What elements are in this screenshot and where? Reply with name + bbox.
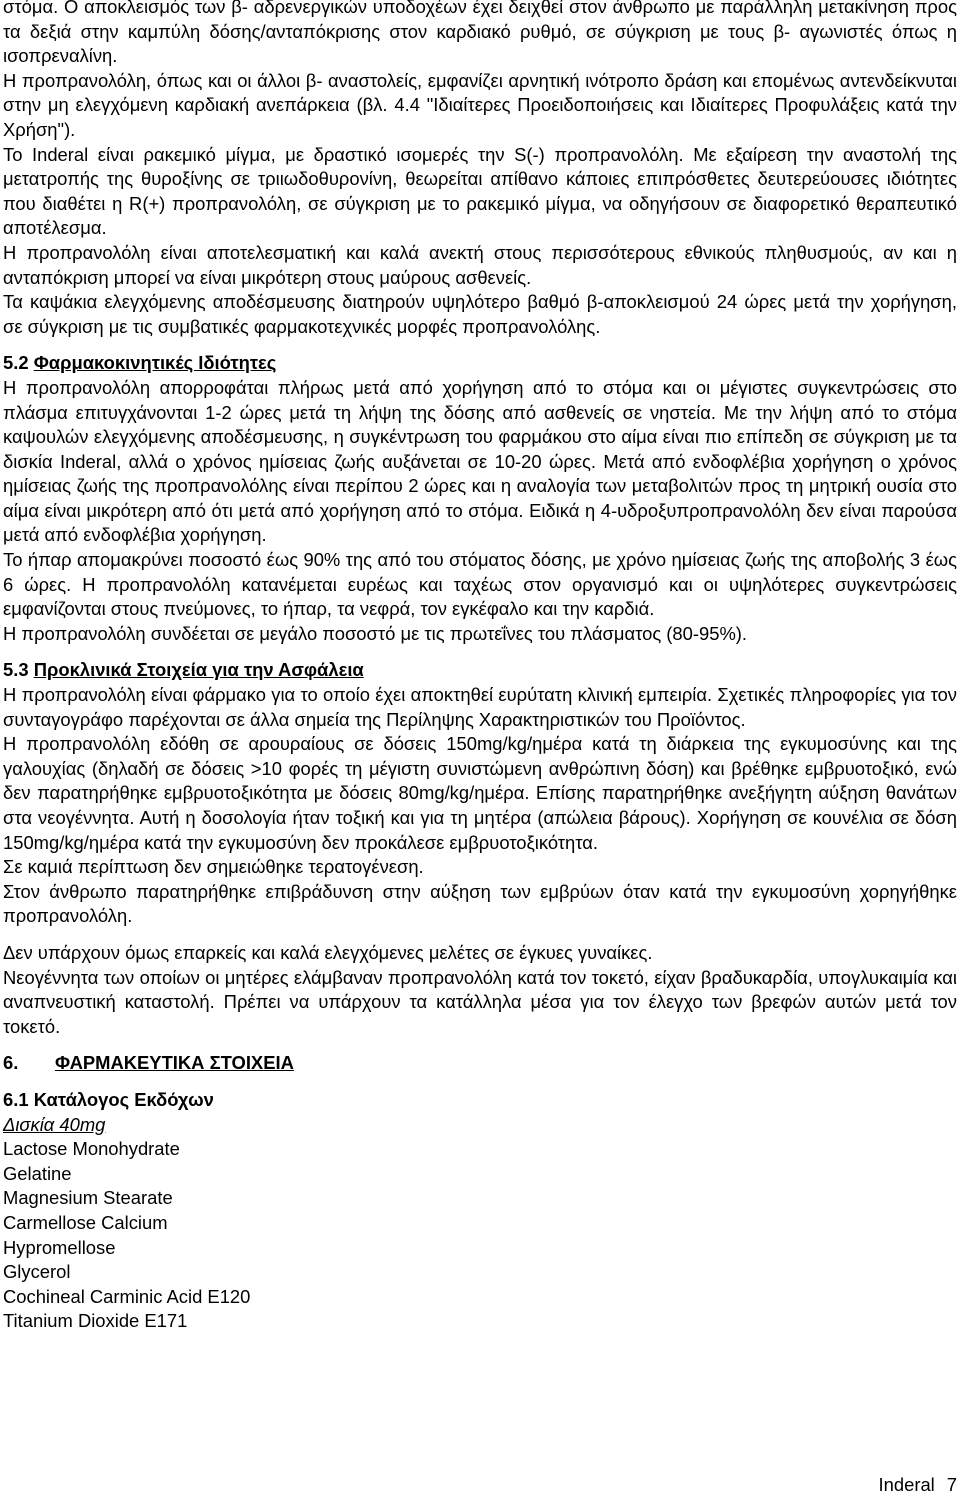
section-heading-6 bbox=[3, 1051, 957, 1076]
list-item: Titanium Dioxide E171 bbox=[3, 1310, 188, 1332]
list-item: Lactose Monohydrate bbox=[3, 1138, 180, 1160]
section-number: 6. bbox=[3, 1052, 19, 1074]
section-heading-6-1 bbox=[3, 1088, 957, 1113]
section-heading-5-3 bbox=[3, 658, 957, 683]
paragraph: Το ήπαρ απομακρύνει ποσοστό έως 90% της από του στόματος δόσης, με χρόνο ημίσειας ζωής της αποβολής 3 έως 6 ώρες. Η προπρανολόλη κατανέμεται ευρέως και ταχέως στον οργανισμό και οι υψηλότερες συγκεντρώσεις εμφανίζονται στους πνεύμονες, το ήπαρ, τα νεφρά, τον εγκέφαλο και την καρδιά. bbox=[3, 549, 957, 620]
spacer bbox=[3, 339, 957, 351]
paragraph: Το Inderal είναι ρακεμικό μίγμα, με δραστικό ισομερές την S(-) προπρανολόλη. Με εξαίρεση την αναστολή της μετατροπής της θυροξίνης σε τριιωδοθυρονίνη, θεωρείται απίθανο κάποιες επιπρόσθετες δευτερεύουσες ιδιότητες που διαθέτει η R(+) προπρανολόλη, σε σύγκριση με το ρακεμικό μίγμα, να οδηγήσουν σε διαφορετικό θεραπευτικό αποτέλεσμα. bbox=[3, 143, 957, 239]
page-number: 7 bbox=[946, 1474, 957, 1495]
paragraph: Τα καψάκια ελεγχόμενης αποδέσμευσης διατηρούν υψηλότερο βαθμό β-αποκλεισμού 24 ώρες μετά την χορήγηση, σε σύγκριση με τις συμβατικές φαρμακοτεχνικές μορφές προπρανολόλης. bbox=[3, 291, 957, 337]
spacer bbox=[3, 646, 957, 658]
list-item: Cochineal Carminic Acid E120 bbox=[3, 1285, 251, 1307]
page-footer bbox=[879, 1473, 957, 1497]
list-item: Glycerol bbox=[3, 1261, 71, 1283]
paragraph: Η προπρανολόλη εδόθη σε αρουραίους σε δόσεις 150mg/kg/ημέρα κατά τη διάρκεια της εγκυμοσύνης και της γαλουχίας (δηλαδή σε δόσεις >10 φορές τη μέγιστη συνιστώμενη ανθρώπινη δόση) και βρέθηκε εμβρυοτοξικό, ενώ δεν παρατηρήθηκε εμβρυοτοξικότητα με δόσεις 80mg/kg/ημέρα. Επίσης παρατηρήθηκε ανεξήγητη αύξηση θανάτων στα νεογέννητα. Αυτή η δοσολογία ήταν τοξική και για τη μητέρα (απώλεια βάρους). Χορήγηση σε κουνέλια σε δόση 150mg/kg/ημέρα κατά την εγκυμοσύνη δεν προκάλεσε εμβρυοτοξικότητα. bbox=[3, 733, 957, 853]
list-item: Hypromellose bbox=[3, 1236, 116, 1258]
document-page bbox=[3, 0, 957, 1334]
footer-product-name: Inderal bbox=[878, 1474, 935, 1495]
excipients-subheading: Δισκία 40mg bbox=[3, 1113, 106, 1135]
spacer bbox=[3, 1076, 957, 1088]
section-title: Προκλινικά Στοιχεία για την Ασφάλεια bbox=[33, 659, 364, 681]
list-item: Carmellose Calcium bbox=[3, 1211, 168, 1233]
list-item: Gelatine bbox=[3, 1162, 72, 1184]
paragraph: Η προπρανολόλη συνδέεται σε μεγάλο ποσοστό με τις πρωτεΐνες του πλάσματος (80-95%). bbox=[3, 622, 748, 644]
paragraph: Σε καμιά περίπτωση δεν σημειώθηκε τερατογένεση. bbox=[3, 856, 424, 878]
spacer bbox=[3, 1039, 957, 1051]
section-title: ΦΑΡΜΑΚΕΥΤΙΚΑ ΣΤΟΙΧΕΙΑ bbox=[55, 1052, 294, 1074]
spacer bbox=[3, 929, 957, 941]
paragraph: στόμα. Ο αποκλεισμός των β- αδρενεργικών υποδοχέων έχει δειχθεί στον άνθρωπο με παράλληλη μετακίνηση προς τα δεξιά στην καμπύλη δόσης/ανταπόκρισης στον καρδιακό ρυθμό, σε σύγκριση με τους β- αγωνιστές όπως η ισοπρεναλίνη. bbox=[3, 0, 957, 67]
section-heading-5-2 bbox=[3, 351, 957, 376]
paragraph: Δεν υπάρχουν όμως επαρκείς και καλά ελεγχόμενες μελέτες σε έγκυες γυναίκες. bbox=[3, 941, 653, 963]
paragraph: Στον άνθρωπο παρατηρήθηκε επιβράδυνση στην αύξηση των εμβρύων όταν κατά την εγκυμοσύνη χορηγήθηκε προπρανολόλη. bbox=[3, 880, 957, 927]
excipients-list bbox=[3, 1137, 957, 1334]
section-number: 5.2 bbox=[3, 352, 29, 374]
section-title: Φαρμακοκινητικές Ιδιότητες bbox=[33, 352, 277, 374]
paragraph: Η προπρανολόλη είναι φάρμακο για το οποίο έχει αποκτηθεί ευρύτατη κλινική εμπειρία. Σχετικές πληροφορίες για τον συνταγογράφο παρέχονται σε άλλα σημεία της Περίληψης Χαρακτηριστικών του Προϊόντος. bbox=[3, 684, 957, 730]
list-item: Magnesium Stearate bbox=[3, 1187, 173, 1209]
section-title: Κατάλογος Εκδόχων bbox=[33, 1088, 214, 1110]
section-number: 5.3 bbox=[3, 659, 29, 681]
paragraph: Νεογέννητα των οποίων οι μητέρες ελάμβαναν προπρανολόλη κατά τον τοκετό, είχαν βραδυκαρδία, υπογλυκαιμία και αναπνευστική καταστολή. Πρέπει να υπάρχουν τα κατάλληλα μέσα για τον έλεγχο των βρεφών αυτών μετά τον τοκετό. bbox=[3, 966, 957, 1037]
paragraph: Η προπρανολόλη είναι αποτελεσματική και καλά ανεκτή στους περισσότερους εθνικούς πληθυσμούς, αν και η ανταπόκριση μπορεί να είναι μικρότερη στους μαύρους ασθενείς. bbox=[3, 241, 957, 288]
paragraph: Η προπρανολόλη, όπως και οι άλλοι β- αναστολείς, εμφανίζει αρνητική ινότροπο δράση και επομένως αντενδείκνυται στην μη ελεγχόμενη καρδιακή ανεπάρκεια (βλ. 4.4 "Ιδιαίτερες Προειδοποιήσεις και Ιδιαίτερες Προφυλάξεις κατά την Χρήση"). bbox=[3, 69, 957, 140]
paragraph: Η προπρανολόλη απορροφάται πλήρως μετά από χορήγηση από το στόμα και οι μέγιστες συγκεντρώσεις στο πλάσμα επιτυγχάνονται 1-2 ώρες μετά τη λήψη της δόσης από ασθενείς σε νηστεία. Με την λήψη από το στόμα καψουλών ελεγχόμενης αποδέσμευσης, η συγκέντρωση του φαρμάκου στο αίμα είναι πιο επίπεδη σε σύγκριση με τα δισκία Inderal, αλλά ο χρόνος ημίσειας ζωής αυξάνεται σε 10-20 ώρες. Μετά από ενδοφλέβια χορήγηση ο χρόνος ημίσειας ζωής της προπρανολόλης είναι περίπου 2 ώρες και η αναλογία των μεταβολιτών προς τη μητρική ουσία στο αίμα είναι μικρότερη από ότι μετά από χορήγηση από το στόμα. Ειδικά η 4-υδροξυπροπρανολόλη δεν είναι παρούσα μετά από ενδοφλέβια χορήγηση. bbox=[3, 376, 957, 546]
section-number: 6.1 bbox=[3, 1088, 29, 1110]
